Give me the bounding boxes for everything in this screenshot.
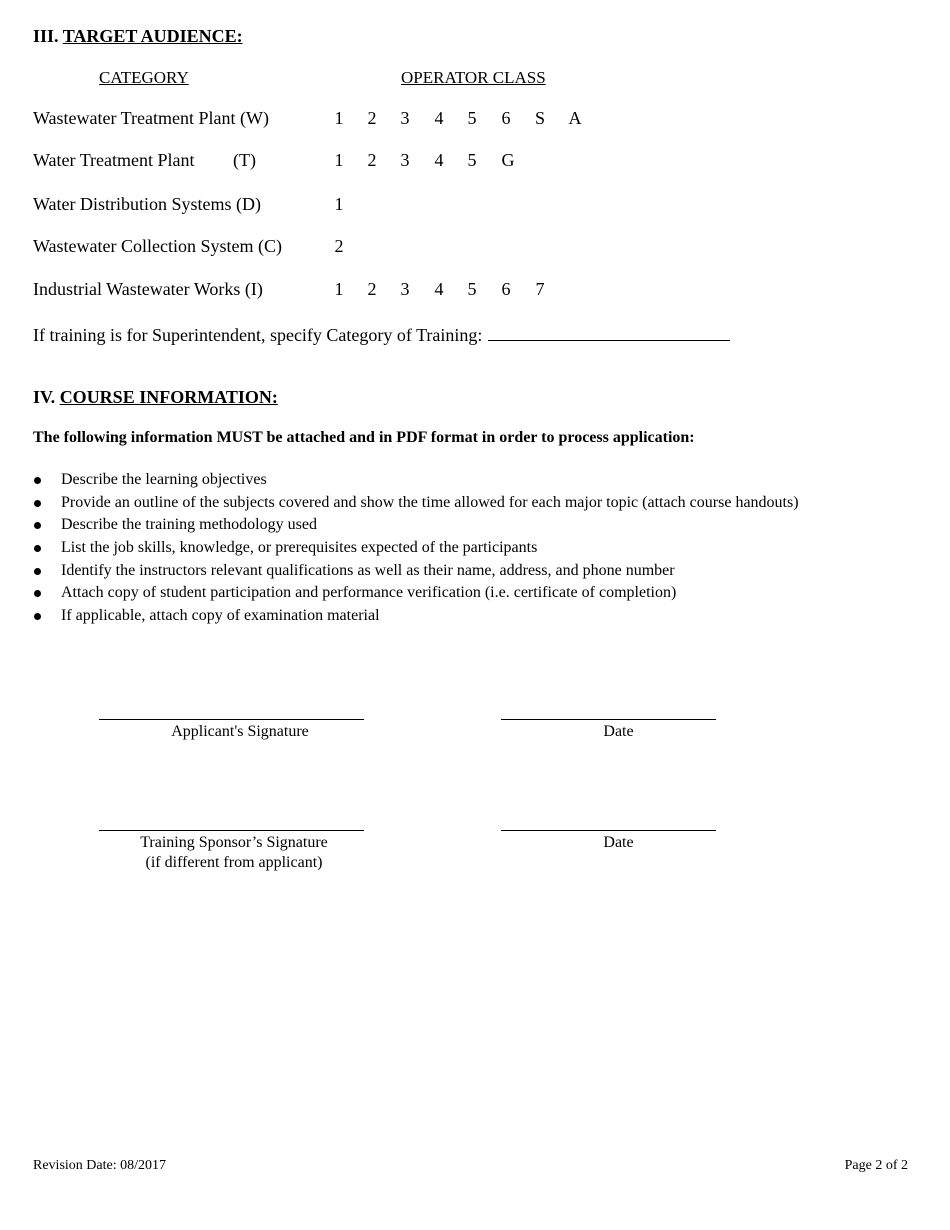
operator-class-value: 2 [334, 236, 344, 256]
list-item [33, 605, 933, 628]
superintendent-category-line [33, 322, 730, 346]
operator-class-value: 5 [467, 150, 477, 170]
list-item [33, 582, 933, 605]
operator-class-value: 1 [334, 108, 344, 128]
page-number: Page 2 of 2 [844, 1158, 908, 1173]
operator-class-value: 1 [334, 150, 344, 170]
category-column-header: CATEGORY [99, 68, 189, 87]
section-4-title: COURSE INFORMATION: [59, 387, 278, 407]
list-item-text: Identify the instructors relevant qualifications as well as their name, address, and phone number [61, 561, 675, 579]
operator-class-value: 3 [400, 108, 410, 128]
operator-class-value: 5 [467, 108, 477, 128]
operator-class-value: 6 [501, 108, 511, 128]
category-label: Water Treatment Plant [33, 150, 195, 170]
section-4-heading [33, 387, 278, 408]
list-item [33, 537, 933, 560]
attachment-requirement-note: The following information MUST be attached and in PDF format in order to process application: [33, 429, 695, 446]
operator-class-value: 1 [334, 194, 344, 214]
operator-class-value: 4 [434, 150, 444, 170]
operator-class-value: A [568, 108, 582, 128]
operator-class-value: 6 [501, 279, 511, 299]
list-item-text: Describe the training methodology used [61, 516, 317, 534]
section-3-title: TARGET AUDIENCE: [62, 26, 243, 46]
operator-class-value: 3 [400, 279, 410, 299]
applicant-signature-field[interactable] [99, 719, 364, 720]
list-item [33, 492, 933, 515]
superintendent-category-label: If training is for Superintendent, specify Category of Training: [33, 325, 483, 345]
operator-class-value: 1 [334, 279, 344, 299]
category-label: Industrial Wastewater Works (I) [33, 279, 263, 299]
sponsor-date-label: Date [603, 834, 634, 851]
requirements-list [33, 469, 933, 628]
list-item [33, 469, 933, 492]
category-label: Wastewater Treatment Plant (W) [33, 108, 269, 128]
list-item-text: Attach copy of student participation and performance verification (i.e. certificate of completion) [61, 584, 677, 602]
bullet-icon [34, 477, 41, 484]
list-item-text: List the job skills, knowledge, or prerequisites expected of the participants [61, 539, 538, 557]
superintendent-category-field[interactable] [488, 322, 730, 341]
sponsor-date-field[interactable] [501, 830, 716, 831]
operator-class-value: 4 [434, 279, 444, 299]
section-4-numeral: IV. [33, 387, 56, 407]
sponsor-signature-field[interactable] [99, 830, 364, 831]
operator-class-value: 3 [400, 150, 410, 170]
operator-class-value: 5 [467, 279, 477, 299]
bullet-icon [34, 590, 41, 597]
bullet-icon [34, 500, 41, 507]
bullet-icon [34, 568, 41, 575]
operator-class-value: S [534, 108, 545, 128]
bullet-icon [34, 545, 41, 552]
sponsor-signature-caption: Training Sponsor’s Signature [140, 834, 328, 851]
bullet-icon [34, 522, 41, 529]
operator-class-value: G [501, 150, 515, 170]
category-code: (T) [233, 150, 256, 170]
operator-class-value: 2 [367, 150, 377, 170]
category-label: Wastewater Collection System (C) [33, 236, 282, 256]
operator-class-value: 4 [434, 108, 444, 128]
section-3-heading [33, 26, 243, 47]
bullet-icon [34, 613, 41, 620]
list-item-text: Provide an outline of the subjects covered and show the time allowed for each major topic (attach course handouts) [61, 493, 799, 511]
section-3-numeral: III. [33, 26, 59, 46]
list-item-text: If applicable, attach copy of examination material [61, 607, 380, 625]
operator-class-value: 2 [367, 108, 377, 128]
list-item [33, 560, 933, 583]
operator-class-value: 7 [535, 279, 545, 299]
sponsor-signature-label [99, 833, 369, 873]
operator-class-value: 2 [367, 279, 377, 299]
applicant-signature-label: Applicant's Signature [171, 723, 309, 740]
category-label: Water Distribution Systems (D) [33, 194, 262, 214]
applicant-date-label: Date [603, 723, 634, 740]
list-item-text: Describe the learning objectives [61, 471, 267, 488]
operator-class-column-header: OPERATOR CLASS [401, 68, 546, 87]
revision-date: Revision Date: 08/2017 [33, 1158, 166, 1173]
sponsor-signature-note: (if different from applicant) [145, 854, 323, 871]
applicant-date-field[interactable] [501, 719, 716, 720]
list-item [33, 514, 933, 537]
